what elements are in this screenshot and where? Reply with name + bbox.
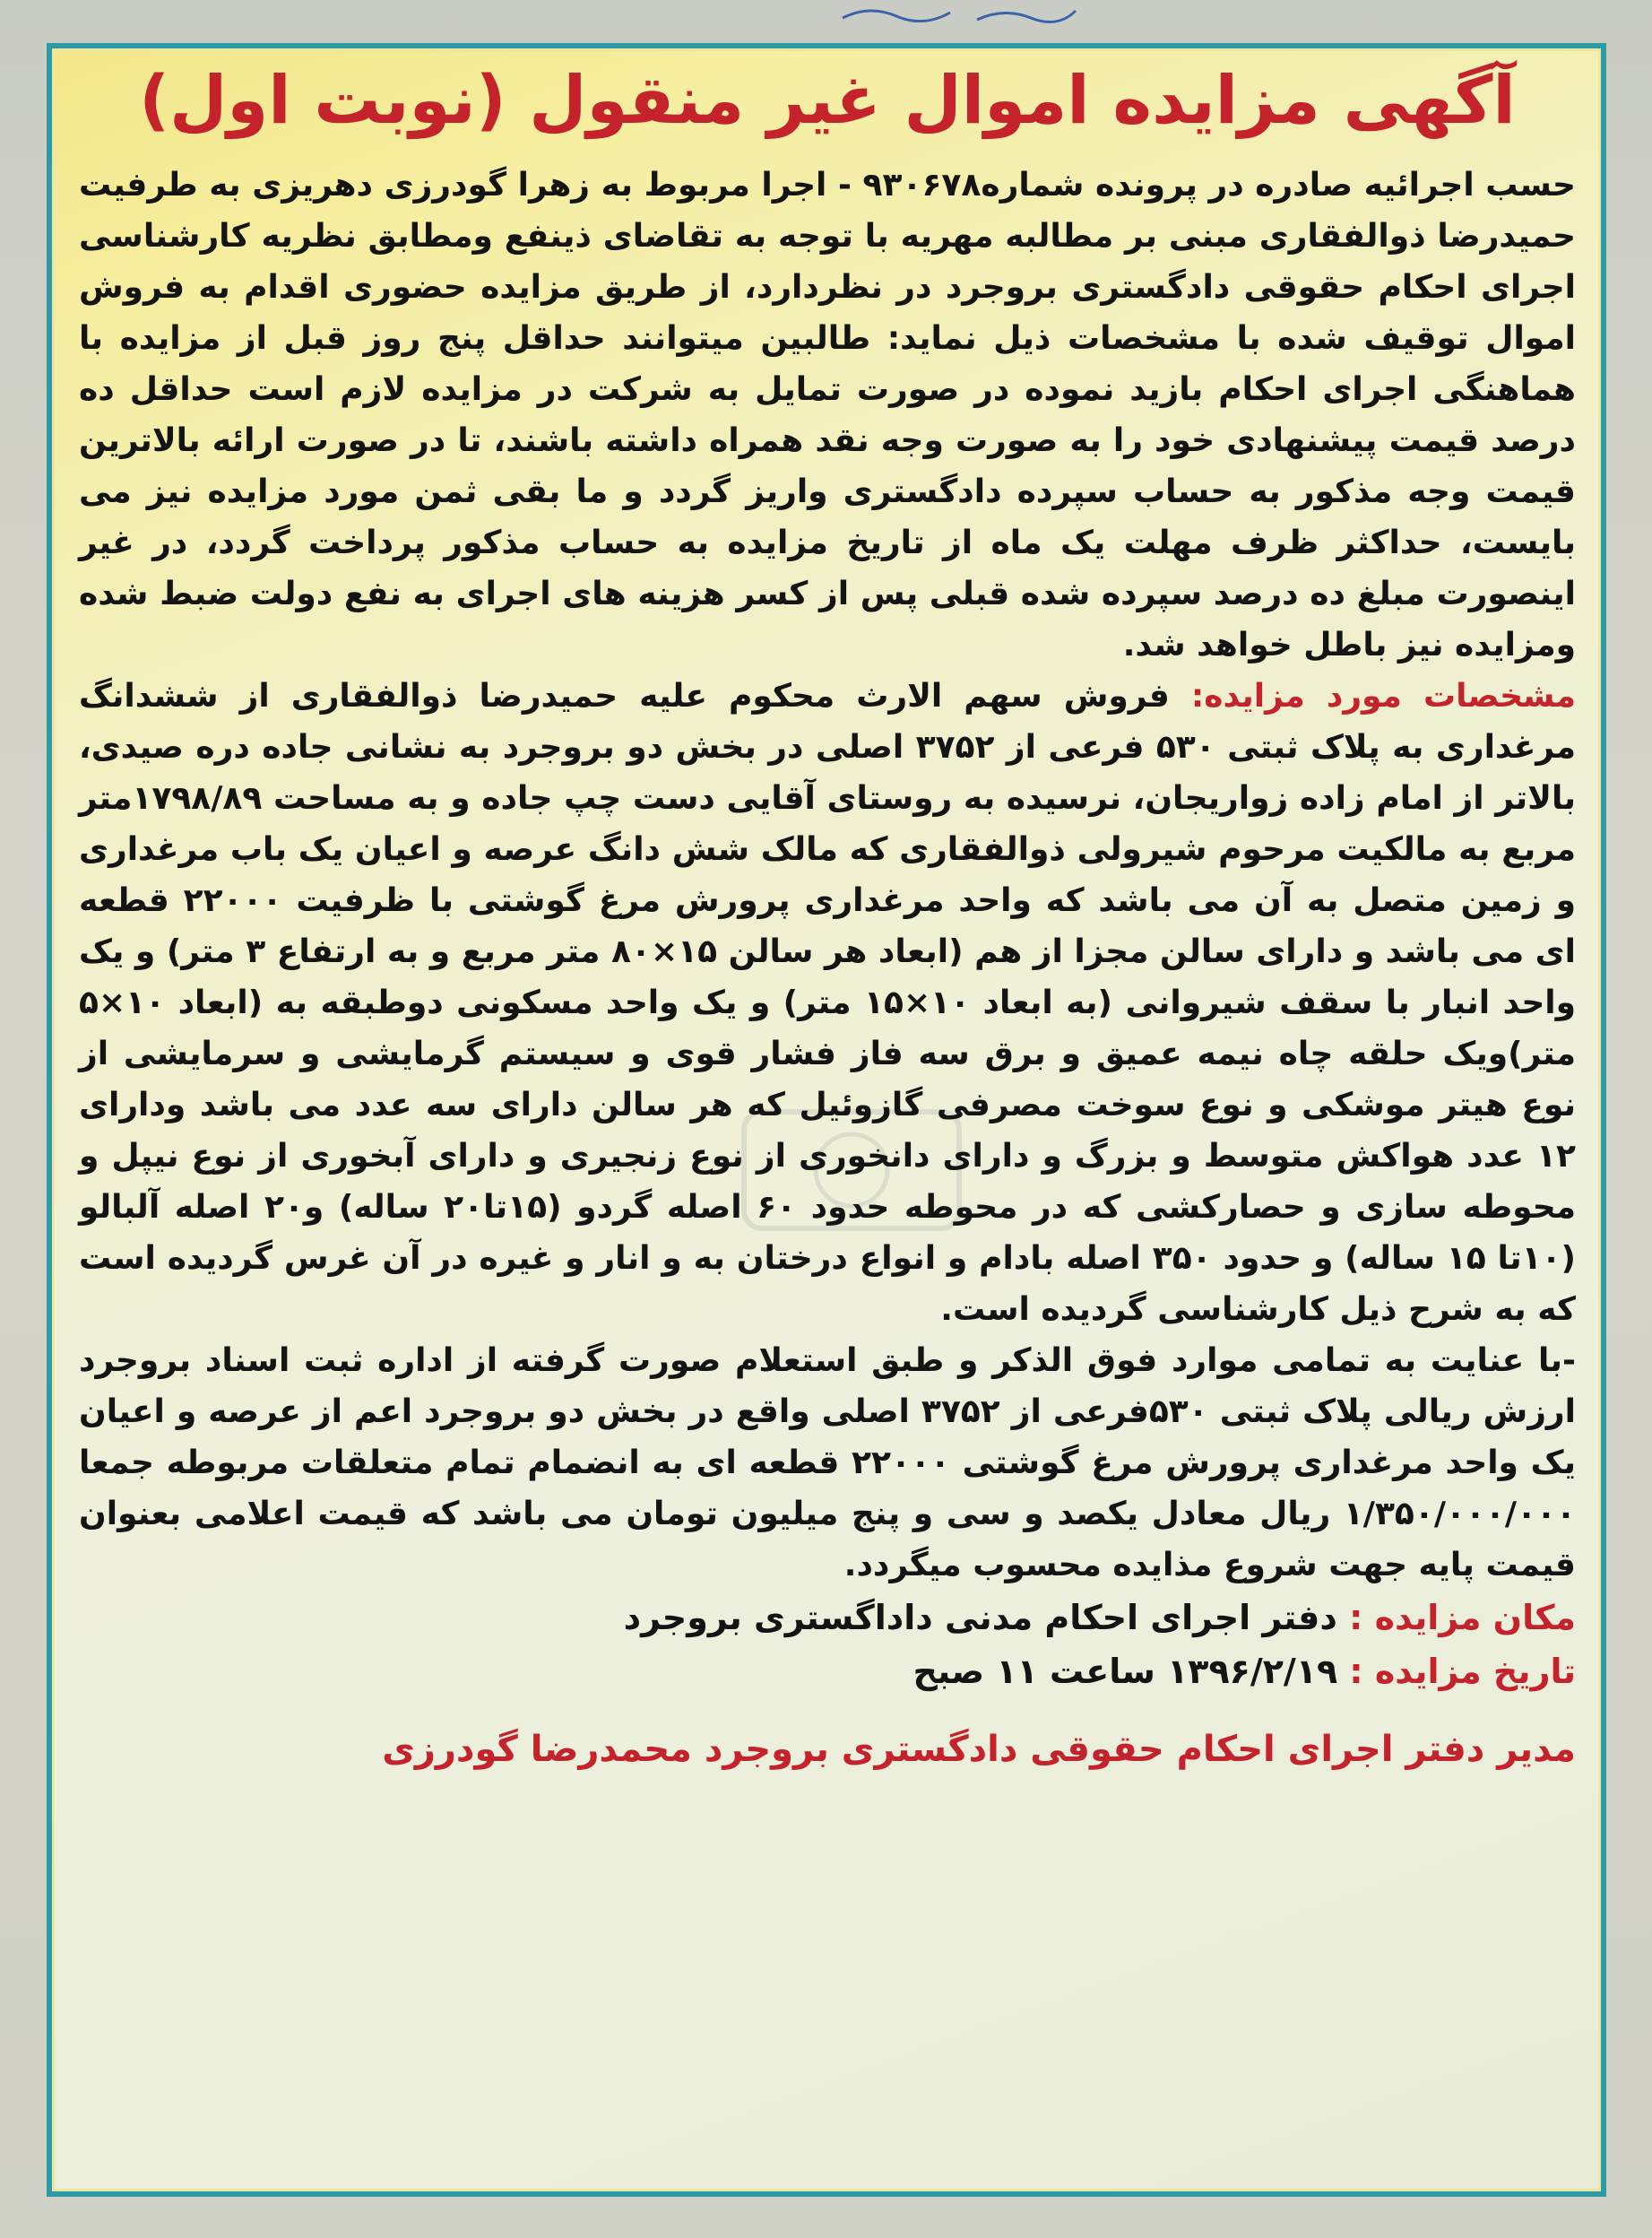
date-value: ۱۳۹۶/۲/۱۹ ساعت ۱۱ صبح xyxy=(912,1652,1350,1691)
date-label: تاریخ مزایده : xyxy=(1349,1652,1576,1691)
specs-label: مشخصات مورد مزایده: xyxy=(1190,678,1576,715)
specs-text: فروش سهم الارث محکوم علیه حمیدرضا ذوالفقاری از ششدانگ مرغداری به پلاک ثبتی ۵۳۰ فرعی از ۳۷۵۲ اصلی در بخش دو بروجرد به نشانی جاده دره صیدی، بالاتر از امام زاده زواریجان، نرسیده به روستای آقایی دست چپ جاده و به مساحت ۱۷۹۸/۸۹متر مربع به مالکیت مرحوم شیرولی ذوالفقاری که مالک شش دانگ عرصه و اعیان یک باب مرغداری و زمین متصل به آن می باشد که واحد مرغداری پرورش مرغ گوشتی با ظرفیت ۲۲۰۰۰ قطعه ای می باشد و دارای سالن مجزا از هم (ابعاد هر سالن ۱۵×۸۰ متر مربع و به ارتفاع ۳ متر) و یک واحد انبار با سقف شیروانی (به ابعاد ۱۰×۱۵ متر) و یک واحد مسکونی دوطبقه به (ابعاد ۱۰×۵ متر)ویک حلقه چاه نیمه عمیق و برق سه فاز فشار قوی و سیستم گرمایشی و سرمایشی از نوع هیتر موشکی و نوع سوخت مصرفی گازوئیل که هر سالن دارای سه عدد می باشد ودارای ۱۲ عدد هواکش متوسط و بزرگ و دارای دانخوری از نوع زنجیری و دارای آبخوری از نوع نیپل و محوطه سازی و حصارکشی که در محوطه حدود ۶۰ اصله گردو (۱۵تا۲۰ ساله) و۲۰ اصله آلبالو (۱۰تا ۱۵ ساله) و حدود ۳۵۰ اصله بادام و انواع درختان به و انار و غیره در آن غرس گردیده است که به شرح ذیل کارشناسی گردیده است. xyxy=(79,678,1577,1328)
specs-paragraph xyxy=(79,671,1576,1335)
location-label: مکان مزایده : xyxy=(1349,1598,1576,1637)
valuation-paragraph: -با عنایت به تمامی موارد فوق الذکر و طبق استعلام صورت گرفته از اداره ثبت اسناد بروجرد ارزش ریالی پلاک ثبتی ۵۳۰فرعی از ۳۷۵۲ اصلی واقع در بخش دو بروجرد اعم از عرصه و اعیان یک واحد مرغداری پرورش مرغ گوشتی ۲۲۰۰۰ قطعه ای به انضمام تمام متعلقات مربوطه جمعا ۱/۳۵۰/۰۰۰/۰۰۰ ریال معادل یکصد و سی و پنج میلیون تومان می باشد که قیمت اعلامی بعنوان قیمت پایه جهت شروع مذایده محسوب میگردد. xyxy=(79,1342,1577,1583)
location-value: دفتر اجرای احکام مدنی داداگستری بروجرد xyxy=(623,1598,1350,1637)
notice-title: آگهی مزایده اموال غیر منقول (نوبت اول) xyxy=(139,62,1516,139)
notice-intro: حسب اجرائیه صادره در پرونده شماره۹۳۰۶۷۸ - اجرا مربوط به زهرا گودرزی دهریزی به طرفیت حمیدرضا ذوالفقاری مبنی بر مطالبه مهریه با توجه به تقاضای ذینفع ومطابق نظریه کارشناسی اجرای احکام حقوقی دادگستری بروجرد در نظردارد، از طریق مزایده حضوری اقدام به فروش اموال توقیف شده با مشخصات ذیل نماید: طالبین میتوانند حداقل پنج روز قبل از مزایده با هماهنگی اجرای احکام بازید نموده در صورت تمایل به شرکت در مزایده لازم است حداقل ده درصد قیمت پیشنهادی خود را به صورت وجه نقد همراه داشته باشند، تا در صورت ارائه بالاترین قیمت وجه مذکور به حساب سپرده دادگستری واریز گردد و ما بقی ثمن مورد مزایده نیز می بایست، حداکثر ظرف مهلت یک ماه از تاریخ مزایده به حساب مذکور پرداخت گردد، در غیر اینصورت مبلغ ده درصد سپرده شده قبلی پس از کسر هزینه های اجرای به نفع دولت ضبط شده ومزایده نیز باطل خواهد شد. xyxy=(79,167,1576,664)
handwritten-scrawl-icon xyxy=(834,0,1085,27)
auction-date xyxy=(79,1644,1576,1698)
signature-line: مدیر دفتر اجرای احکام حقوقی دادگستری بروجرد محمدرضا گودرزی xyxy=(382,1729,1576,1770)
auction-notice xyxy=(79,56,1576,1777)
auction-location xyxy=(79,1591,1576,1644)
